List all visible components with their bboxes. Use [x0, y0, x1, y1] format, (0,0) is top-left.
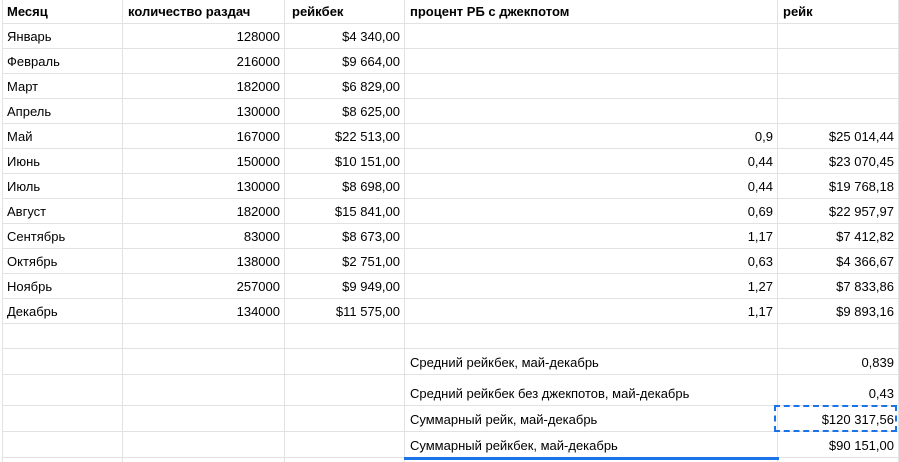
- cell-empty[interactable]: [405, 458, 778, 462]
- table-row-april: [0, 99, 899, 124]
- summary-label[interactable]: Суммарный рейкбек, май-декабрь: [405, 432, 778, 458]
- cell-hands[interactable]: 150000: [123, 149, 285, 174]
- cell-empty[interactable]: [2, 432, 123, 458]
- cell-rakeback[interactable]: $8 673,00: [285, 224, 405, 249]
- table-row-july: [0, 174, 899, 199]
- summary-row-total-rakeback: [0, 432, 899, 458]
- cell-rake[interactable]: $9 893,16: [778, 299, 899, 324]
- table-row-september: [0, 224, 899, 249]
- summary-label[interactable]: Средний рейкбек без джекпотов, май-декабрь: [405, 375, 778, 406]
- empty-row: [0, 324, 899, 349]
- cell-rake[interactable]: $25 014,44: [778, 124, 899, 149]
- cell-rake[interactable]: [778, 99, 899, 124]
- table-row-february: [0, 49, 899, 74]
- table-row-june: [0, 149, 899, 174]
- table-row-march: [0, 74, 899, 99]
- cell-rakeback[interactable]: $8 625,00: [285, 99, 405, 124]
- table-row-august: [0, 199, 899, 224]
- summary-value[interactable]: 0,43: [778, 375, 899, 406]
- cell-month[interactable]: Октябрь: [2, 249, 123, 274]
- cell-empty[interactable]: [285, 349, 405, 375]
- cell-empty[interactable]: [285, 458, 405, 462]
- cell-month[interactable]: Июль: [2, 174, 123, 199]
- summary-value-copied[interactable]: $120 317,56: [778, 406, 899, 432]
- cell-hands[interactable]: 257000: [123, 274, 285, 299]
- cell-rb-percent[interactable]: 0,9: [405, 124, 778, 149]
- cell-hands[interactable]: 182000: [123, 199, 285, 224]
- cell-rakeback[interactable]: $2 751,00: [285, 249, 405, 274]
- column-header-rake[interactable]: рейк: [778, 0, 899, 24]
- header-row: [0, 0, 899, 24]
- cell-month[interactable]: Апрель: [2, 99, 123, 124]
- summary-label[interactable]: Суммарный рейк, май-декабрь: [405, 406, 778, 432]
- cell-rake[interactable]: $22 957,97: [778, 199, 899, 224]
- cell-hands[interactable]: 134000: [123, 299, 285, 324]
- cell-rake[interactable]: $19 768,18: [778, 174, 899, 199]
- column-header-hands[interactable]: количество раздач: [123, 0, 285, 24]
- cell-month[interactable]: Август: [2, 199, 123, 224]
- cell-empty[interactable]: [285, 324, 405, 349]
- cell-rakeback[interactable]: $9 949,00: [285, 274, 405, 299]
- cell-hands[interactable]: 130000: [123, 174, 285, 199]
- cell-empty[interactable]: [778, 324, 899, 349]
- cell-month[interactable]: Январь: [2, 24, 123, 49]
- cell-rakeback[interactable]: $6 829,00: [285, 74, 405, 99]
- cell-month[interactable]: Май: [2, 124, 123, 149]
- cell-month[interactable]: Сентябрь: [2, 224, 123, 249]
- cell-month[interactable]: Февраль: [2, 49, 123, 74]
- cell-rake[interactable]: $23 070,45: [778, 149, 899, 174]
- cell-rb-percent[interactable]: 1,17: [405, 299, 778, 324]
- cell-rb-percent[interactable]: 1,27: [405, 274, 778, 299]
- cell-rake[interactable]: [778, 74, 899, 99]
- cell-rb-percent[interactable]: [405, 24, 778, 49]
- cell-rb-percent[interactable]: 0,44: [405, 149, 778, 174]
- cell-rake[interactable]: $7 833,86: [778, 274, 899, 299]
- cell-rake[interactable]: $7 412,82: [778, 224, 899, 249]
- cell-rakeback[interactable]: $11 575,00: [285, 299, 405, 324]
- cell-rb-percent[interactable]: 0,44: [405, 174, 778, 199]
- cell-hands[interactable]: 128000: [123, 24, 285, 49]
- cell-month[interactable]: Декабрь: [2, 299, 123, 324]
- cell-hands[interactable]: 216000: [123, 49, 285, 74]
- cell-rb-percent[interactable]: 0,63: [405, 249, 778, 274]
- cell-rb-percent[interactable]: 1,17: [405, 224, 778, 249]
- cell-rake[interactable]: [778, 49, 899, 74]
- cell-month[interactable]: Ноябрь: [2, 274, 123, 299]
- table-row-may: [0, 124, 899, 149]
- cell-hands[interactable]: 83000: [123, 224, 285, 249]
- cell-empty[interactable]: [2, 375, 123, 406]
- cell-rb-percent[interactable]: 0,69: [405, 199, 778, 224]
- cell-rakeback[interactable]: $9 664,00: [285, 49, 405, 74]
- cell-empty[interactable]: [123, 375, 285, 406]
- column-header-rakeback[interactable]: рейкбек: [285, 0, 405, 24]
- table-row-december: [0, 299, 899, 324]
- summary-label[interactable]: Средний рейкбек, май-декабрь: [405, 349, 778, 375]
- cell-empty[interactable]: [123, 349, 285, 375]
- cell-rakeback[interactable]: $22 513,00: [285, 124, 405, 149]
- cell-rb-percent[interactable]: [405, 74, 778, 99]
- cell-rb-percent[interactable]: [405, 99, 778, 124]
- cell-empty[interactable]: [2, 406, 123, 432]
- partial-bottom-row: [0, 458, 899, 462]
- cell-month[interactable]: Июнь: [2, 149, 123, 174]
- cell-empty[interactable]: [285, 375, 405, 406]
- cell-hands[interactable]: 167000: [123, 124, 285, 149]
- cell-empty[interactable]: [2, 349, 123, 375]
- cell-rakeback[interactable]: $4 340,00: [285, 24, 405, 49]
- cell-empty[interactable]: [2, 324, 123, 349]
- cell-hands[interactable]: 130000: [123, 99, 285, 124]
- cell-hands[interactable]: 138000: [123, 249, 285, 274]
- table-row-january: [0, 24, 899, 49]
- table-row-october: [0, 249, 899, 274]
- cell-rb-percent[interactable]: [405, 49, 778, 74]
- summary-row-avg-rakeback-no-jackpots: [0, 375, 899, 406]
- cell-hands[interactable]: 182000: [123, 74, 285, 99]
- cell-empty[interactable]: [123, 406, 285, 432]
- cell-empty[interactable]: [123, 324, 285, 349]
- column-header-month[interactable]: Месяц: [2, 0, 123, 24]
- table-row-november: [0, 274, 899, 299]
- cell-rakeback[interactable]: $8 698,00: [285, 174, 405, 199]
- summary-row-avg-rakeback: [0, 349, 899, 375]
- summary-value[interactable]: $90 151,00: [778, 432, 899, 458]
- cell-rake[interactable]: $4 366,67: [778, 249, 899, 274]
- summary-value[interactable]: 0,839: [778, 349, 899, 375]
- summary-row-total-rake: [0, 406, 899, 432]
- cell-empty[interactable]: [405, 324, 778, 349]
- cell-empty[interactable]: [2, 458, 123, 462]
- cell-rakeback[interactable]: $15 841,00: [285, 199, 405, 224]
- cell-rakeback[interactable]: $10 151,00: [285, 149, 405, 174]
- cell-empty[interactable]: [285, 406, 405, 432]
- cell-empty[interactable]: [123, 432, 285, 458]
- cell-month[interactable]: Март: [2, 74, 123, 99]
- column-header-rb-percent[interactable]: процент РБ с джекпотом: [405, 0, 778, 24]
- cell-empty[interactable]: [285, 432, 405, 458]
- cell-rake[interactable]: [778, 24, 899, 49]
- cell-empty[interactable]: [778, 458, 899, 462]
- cell-empty[interactable]: [123, 458, 285, 462]
